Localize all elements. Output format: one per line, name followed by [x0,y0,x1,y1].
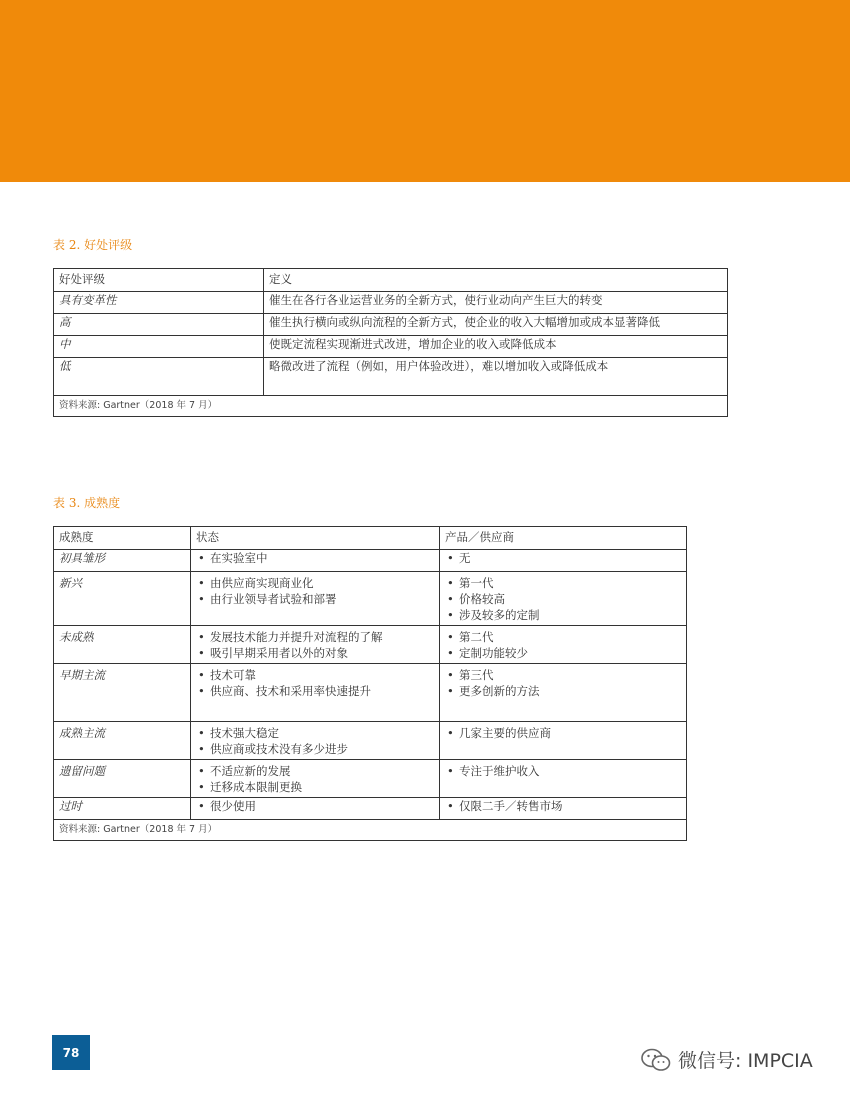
rating-cell: 低 [54,358,264,396]
table3-header-maturity: 成熟度 [54,527,191,550]
table-row [54,798,687,820]
bullet-item: • 几家主要的供应商 [445,725,681,741]
status-cell [191,664,440,722]
bullet-item: • 很少使用 [196,798,434,814]
maturity-cell: 新兴 [54,572,191,626]
benefit-rating-table [53,268,728,417]
definition-cell: 催生在各行各业运营业务的全新方式，使行业动向产生巨大的转变 [264,292,728,314]
bullet-item: • 供应商、技术和采用率快速提升 [196,683,434,699]
watermark-text: 微信号: IMPCIA [678,1050,813,1072]
products-cell [440,626,687,664]
table3-header-products: 产品／供应商 [440,527,687,550]
bullet-item: • 发展技术能力并提升对流程的了解 [196,629,434,645]
products-cell [440,722,687,760]
table-row [54,292,728,314]
bullet-item: • 由供应商实现商业化 [196,575,434,591]
status-cell [191,760,440,798]
bullet-item: • 迁移成本限制更换 [196,779,434,795]
rating-cell: 中 [54,336,264,358]
page-number: 78 [52,1035,90,1070]
maturity-cell: 成熟主流 [54,722,191,760]
bullet-item: • 供应商或技术没有多少进步 [196,741,434,757]
table-row [54,760,687,798]
bullet-item: • 涉及较多的定制 [445,607,681,623]
rating-cell: 高 [54,314,264,336]
bullet-item: • 更多创新的方法 [445,683,681,699]
maturity-cell: 早期主流 [54,664,191,722]
table-row [54,572,687,626]
bullet-item: • 第一代 [445,575,681,591]
bullet-item: • 技术可靠 [196,667,434,683]
products-cell [440,664,687,722]
bullet-item: • 专注于维护收入 [445,763,681,779]
bullet-item: • 不适应新的发展 [196,763,434,779]
header-banner [0,0,850,182]
maturity-table [53,526,687,841]
status-cell [191,722,440,760]
maturity-cell: 初具雏形 [54,550,191,572]
products-cell [440,760,687,798]
table3-header-status: 状态 [191,527,440,550]
bullet-item: • 定制功能较少 [445,645,681,661]
table-row [54,664,687,722]
table2-header-definition: 定义 [264,269,728,292]
bullet-item: • 无 [445,550,681,566]
bullet-item: • 第二代 [445,629,681,645]
table3-source: 资料来源: Gartner（2018 年 7 月） [54,820,687,841]
watermark [640,1046,813,1073]
products-cell [440,572,687,626]
bullet-item: • 在实验室中 [196,550,434,566]
wechat-icon [640,1047,672,1073]
table-row [54,722,687,760]
status-cell [191,798,440,820]
table-row [54,550,687,572]
products-cell [440,798,687,820]
table-row [54,358,728,396]
table2-caption: 表 2. 好处评级 [53,238,133,252]
products-cell [440,550,687,572]
bullet-item: • 技术强大稳定 [196,725,434,741]
status-cell [191,572,440,626]
table-row [54,314,728,336]
bullet-item: • 第三代 [445,667,681,683]
definition-cell: 催生执行横向或纵向流程的全新方式，使企业的收入大幅增加或成本显著降低 [264,314,728,336]
bullet-item: • 仅限二手／转售市场 [445,798,681,814]
maturity-cell: 过时 [54,798,191,820]
status-cell [191,626,440,664]
table-row [54,336,728,358]
bullet-item: • 吸引早期采用者以外的对象 [196,645,434,661]
bullet-item: • 价格较高 [445,591,681,607]
table2-source: 资料来源: Gartner（2018 年 7 月） [54,396,728,417]
bullet-item: • 由行业领导者试验和部署 [196,591,434,607]
status-cell [191,550,440,572]
definition-cell: 略微改进了流程（例如，用户体验改进），难以增加收入或降低成本 [264,358,728,396]
table-row [54,626,687,664]
table2-header-rating: 好处评级 [54,269,264,292]
rating-cell: 具有变革性 [54,292,264,314]
table3-caption: 表 3. 成熟度 [53,496,121,510]
maturity-cell: 未成熟 [54,626,191,664]
definition-cell: 使既定流程实现渐进式改进，增加企业的收入或降低成本 [264,336,728,358]
maturity-cell: 遗留问题 [54,760,191,798]
